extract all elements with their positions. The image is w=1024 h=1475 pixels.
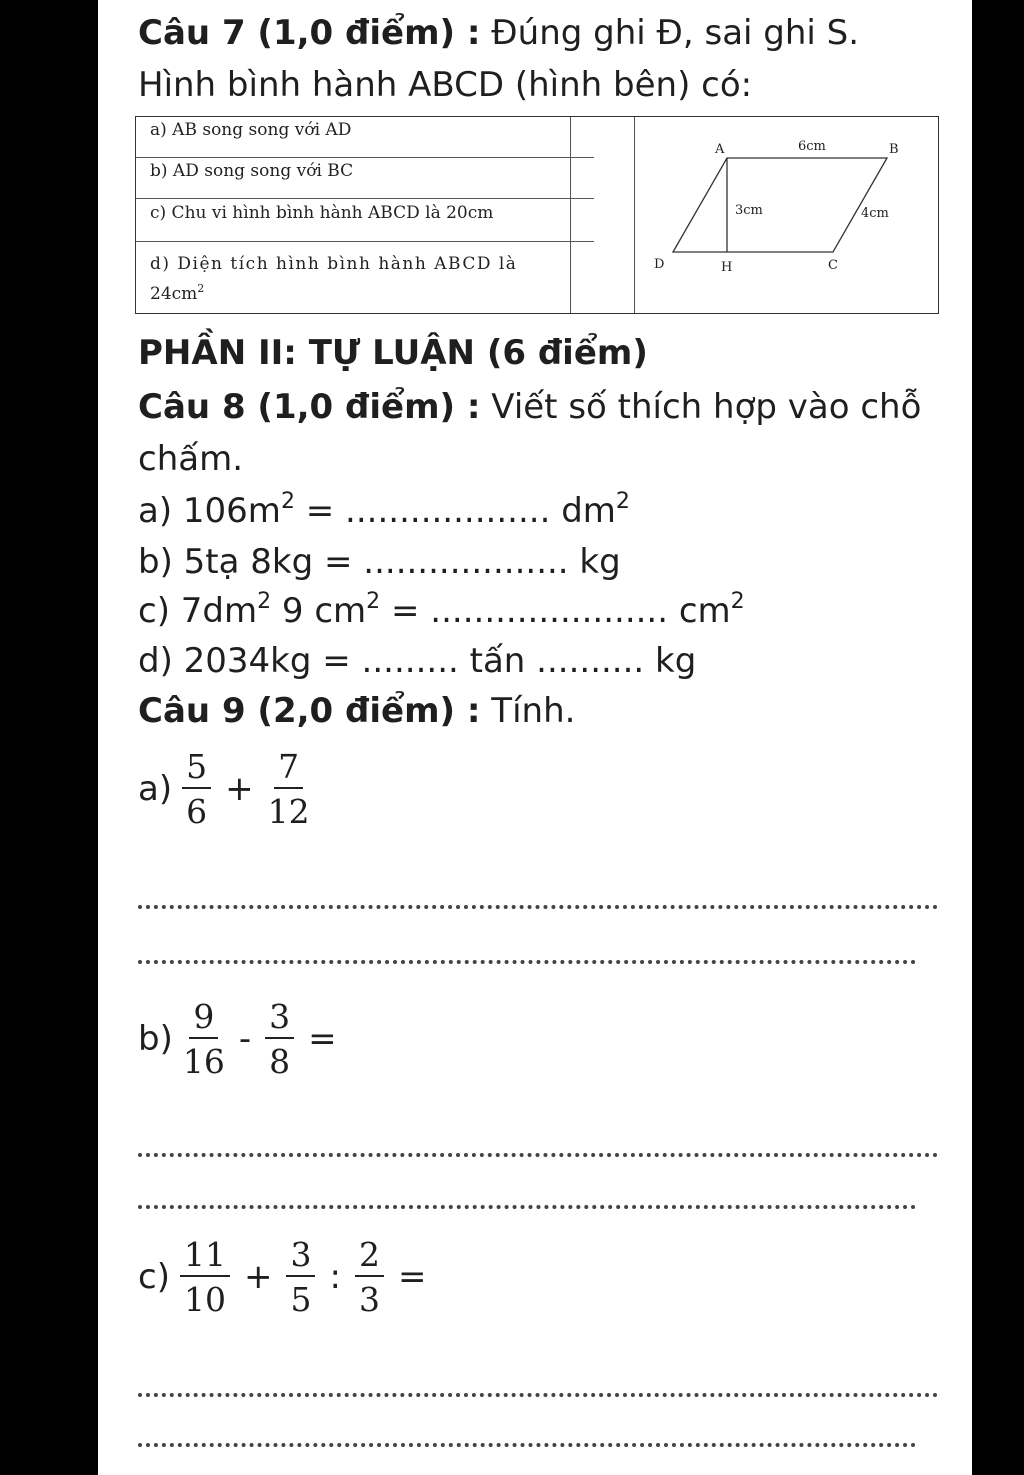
table-row-divider [136, 157, 594, 158]
q8-title [138, 388, 921, 427]
q7-row-c: c) Chu vi hình bình hành ABCD là 20cm [150, 203, 494, 223]
label-C: C [828, 258, 838, 273]
label-B: B [889, 142, 899, 157]
label-bc-length: 4cm [861, 206, 889, 221]
q7-row-d: d) Diện tích hình bình hành ABCD là [150, 254, 518, 274]
q7-title [138, 14, 859, 53]
q8-c-exponent1: 2 [257, 589, 272, 614]
numerator: 3 [265, 1000, 294, 1039]
table-divider [570, 117, 571, 313]
q8-title-rest: Viết số thích hợp vào chỗ [480, 387, 922, 427]
part2-heading: PHẦN II: TỰ LUẬN (6 điểm) [138, 333, 648, 373]
worksheet-page [98, 0, 972, 1475]
q7-row-d-cont [150, 284, 204, 304]
q8-c-mid: 9 cm [271, 591, 367, 631]
q8-c-pre: c) 7dm [138, 591, 258, 631]
label-H: H [721, 260, 733, 275]
numerator: 7 [274, 750, 303, 789]
q8-c-exponent2: 2 [366, 589, 381, 614]
q9-title [138, 692, 575, 731]
q8-item-b: b) 5tạ 8kg = ................... kg [138, 542, 621, 582]
q7-row-d-exponent: 2 [197, 282, 205, 295]
q7-row-a: a) AB song song với AD [150, 120, 352, 140]
answer-line[interactable] [138, 1205, 916, 1209]
q8-a-exponent: 2 [280, 489, 295, 514]
q8-item-d: d) 2034kg = ......... tấn .......... kg [138, 641, 697, 681]
fraction [265, 997, 294, 1081]
q7-title-rest: Đúng ghi Đ, sai ghi S. [480, 13, 860, 53]
q8-c-mid2: = ...................... cm [380, 591, 731, 631]
numerator: 5 [182, 750, 211, 789]
parallelogram-figure [635, 117, 940, 313]
q9-item-c [138, 1235, 430, 1319]
fraction [180, 1235, 230, 1319]
label-A: A [715, 142, 725, 157]
denominator: 5 [290, 1280, 312, 1319]
q8-title-bold: Câu 8 (1,0 điểm) : [138, 387, 481, 427]
q9-title-rest: Tính. [480, 691, 576, 731]
denominator: 8 [269, 1042, 291, 1081]
denominator: 6 [186, 792, 208, 831]
fraction [182, 747, 211, 831]
q8-c-exponent3: 2 [730, 589, 745, 614]
denominator: 3 [358, 1280, 380, 1319]
q8-item-a [138, 489, 630, 531]
q8-a-mid: = ................... dm [294, 491, 616, 531]
q9-item-a [138, 747, 320, 831]
operator: + [225, 769, 254, 809]
answer-line[interactable] [138, 1153, 938, 1157]
numerator: 2 [355, 1238, 384, 1277]
operator: : [329, 1257, 341, 1297]
numerator: 11 [180, 1238, 230, 1277]
q8-a-pre: a) 106m [138, 491, 281, 531]
fraction [355, 1235, 384, 1319]
q7-row-d-value: 24cm [150, 284, 198, 304]
denominator: 10 [183, 1280, 226, 1319]
q9-a-label: a) [138, 769, 173, 809]
answer-line[interactable] [138, 960, 916, 964]
answer-line[interactable] [138, 1393, 938, 1397]
equals-sign: = [308, 1019, 337, 1059]
fraction [182, 997, 225, 1081]
q9-b-label: b) [138, 1019, 173, 1059]
q8-title-cont: chấm. [138, 439, 244, 479]
q9-c-label: c) [138, 1257, 170, 1297]
q8-item-c [138, 589, 745, 631]
numerator: 3 [286, 1238, 315, 1277]
fraction [267, 747, 310, 831]
parallelogram-shape [673, 158, 887, 252]
answer-line[interactable] [138, 1443, 916, 1447]
numerator: 9 [189, 1000, 218, 1039]
operator: - [238, 1019, 252, 1059]
q9-title-bold: Câu 9 (2,0 điểm) : [138, 691, 481, 731]
answer-line[interactable] [138, 905, 938, 909]
label-height: 3cm [735, 203, 763, 218]
q7-subtitle: Hình bình hành ABCD (hình bên) có: [138, 65, 753, 105]
fraction [286, 1235, 315, 1319]
equals-sign: = [397, 1257, 427, 1297]
q7-row-b: b) AD song song với BC [150, 161, 354, 181]
denominator: 12 [267, 792, 310, 831]
table-row-divider [136, 198, 594, 199]
q7-title-bold: Câu 7 (1,0 điểm) : [138, 13, 481, 53]
label-ab-length: 6cm [798, 139, 826, 154]
q8-a-exponent2: 2 [615, 489, 630, 514]
operator: + [243, 1257, 273, 1297]
denominator: 16 [182, 1042, 225, 1081]
table-row-divider [136, 241, 594, 242]
label-D: D [654, 257, 665, 272]
q9-item-b [138, 997, 341, 1081]
q7-table [135, 116, 939, 314]
